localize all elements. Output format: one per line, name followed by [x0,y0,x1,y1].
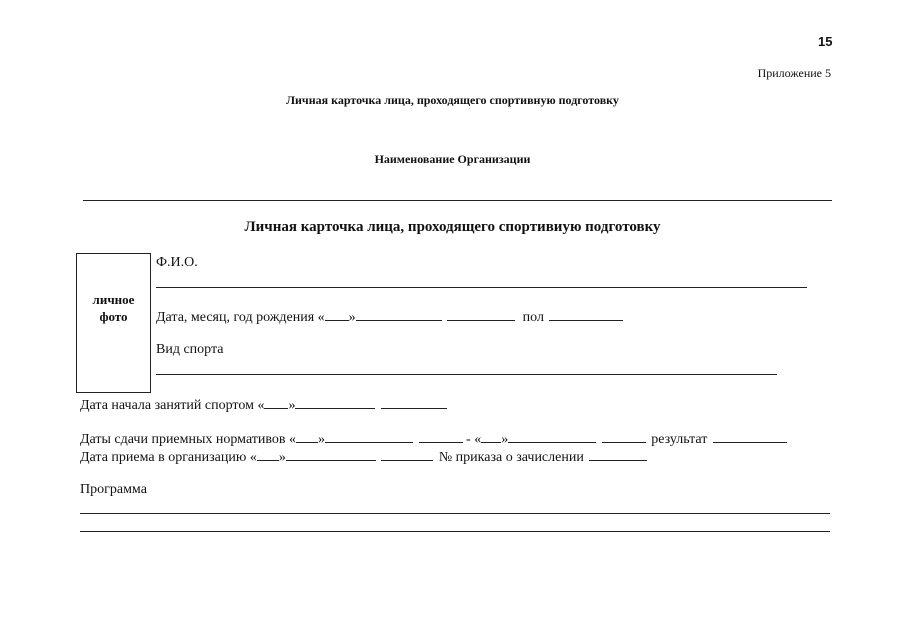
program-label: Программа [80,482,147,497]
photo-label-line2: фото [99,309,128,324]
sport-label: Вид спорта [156,342,224,357]
page-number: 15 [818,34,833,49]
norms-end-day-line [481,429,501,443]
photo-label-line1: личное [92,292,135,307]
sport-line [156,374,777,375]
order-number-label: № приказа о зачислении [438,450,584,465]
admission-month-line [286,447,376,461]
gender-label: пол [522,310,544,325]
norms-year-line [419,429,463,443]
organization-label: Наименование Организации [374,152,531,166]
birth-date-label: Дата, месяц, год рождения « [156,310,325,325]
fio-label: Ф.И.О. [156,255,198,270]
birth-quote-close: » [348,310,356,325]
birth-day-line [325,307,349,321]
norms-month-line [325,429,413,443]
admission-year-line [381,447,433,461]
admission-day-line [257,447,279,461]
training-start-row [80,395,447,414]
norms-day-line [296,429,318,443]
admission-row [80,447,647,466]
admission-date-label: Дата приема в организацию « [80,450,257,465]
norms-dates-row [80,429,787,448]
program-line-2 [80,531,830,532]
appendix-label: Приложение 5 [757,66,831,80]
training-quote-close: » [288,398,296,413]
birth-year-line [447,307,515,321]
norms-end-year-line [602,429,646,443]
norms-dates-label: Даты сдачи приемных нормативов « [80,432,297,447]
program-line-1 [80,513,830,514]
norms-dash-open: - « [462,432,482,447]
birth-date-row [156,307,623,326]
birth-month-line [356,307,442,321]
norms-quote-close: » [318,432,326,447]
training-year-line [381,395,447,409]
result-line [713,429,787,443]
training-month-line [295,395,375,409]
gender-line [549,307,623,321]
training-start-label: Дата начала занятий спортом « [80,398,265,413]
card-title: Личная карточка лица, проходящего спортивиую подготовку [244,219,661,235]
photo-label [76,291,151,325]
order-number-line [589,447,647,461]
fio-line [156,287,807,288]
form-title: Личная карточка лица, проходящего спортивную подготовку [286,93,619,107]
result-label: результат [651,432,708,447]
training-day-line [264,395,288,409]
admission-quote-close: » [278,450,286,465]
organization-line [83,200,832,201]
norms-end-quote-close: » [501,432,509,447]
norms-end-month-line [508,429,596,443]
